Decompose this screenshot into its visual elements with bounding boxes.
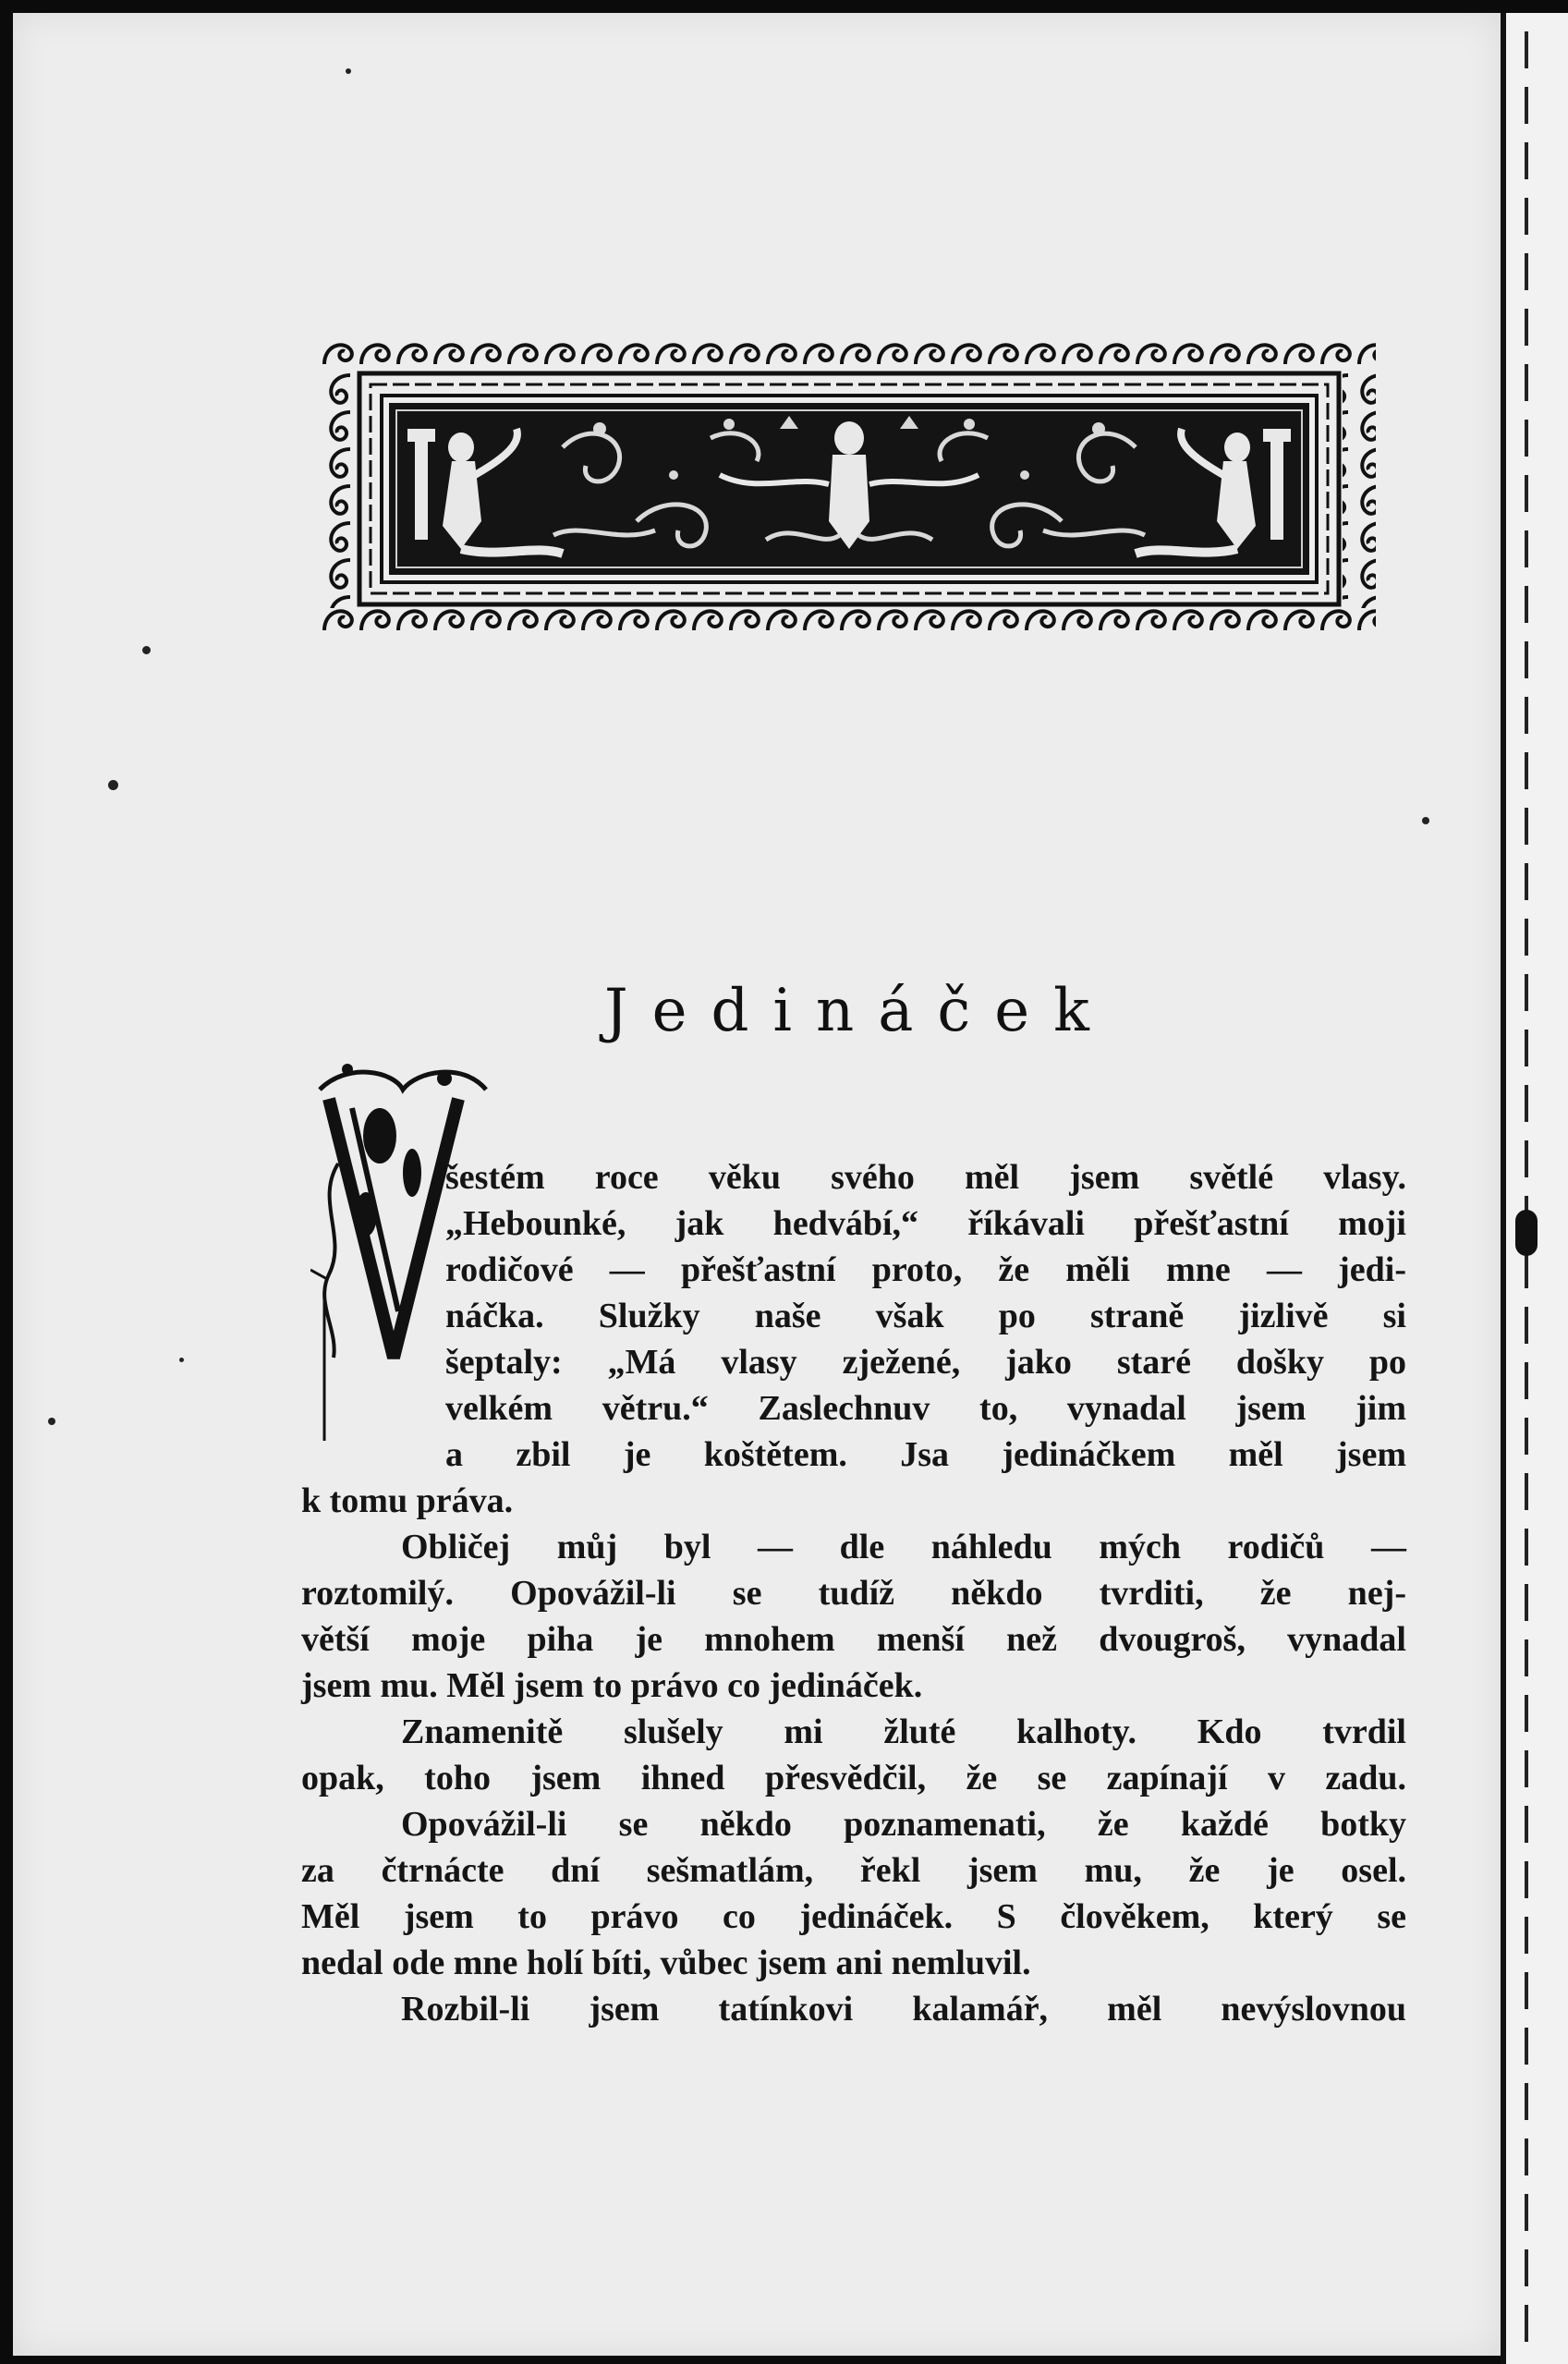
text-line: větší moje piha je mnohem menší než dvougroš, vynadal	[301, 1620, 1406, 1659]
text-line: Znamenitě slušely mi žluté kalhoty. Kdo tvrdil	[401, 1712, 1406, 1751]
page-fold-line	[1525, 31, 1528, 2342]
text-line: a zbil je koštětem. Jsa jedináčkem měl jsem	[445, 1435, 1406, 1474]
book-page	[13, 13, 1501, 2356]
page-tab	[1515, 1210, 1538, 1256]
text-line: náčka. Služky naše však po straně jizlivě si	[445, 1297, 1406, 1335]
text-line: za čtrnácte dní sešmatlám, řekl jsem mu, že je osel.	[301, 1851, 1406, 1890]
text-line: velkém větru.“ Zaslechnuv to, vynadal jsem jim	[445, 1389, 1406, 1428]
book-edge	[1501, 13, 1568, 2364]
text-line: „Hebounké, jak hedvábí,“ říkávali přešťastní moji	[445, 1204, 1406, 1243]
text-line: opak, toho jsem ihned přesvědčil, že se zapínají v zadu.	[301, 1759, 1406, 1797]
chapter-body	[13, 13, 1501, 2356]
text-line: šestém roce věku svého měl jsem světlé vlasy.	[445, 1158, 1406, 1197]
text-line: Měl jsem to právo co jedináček. S člověkem, který se	[301, 1897, 1406, 1936]
text-line: nedal ode mne holí bíti, vůbec jsem ani nemluvil.	[301, 1944, 1031, 1982]
text-line: Rozbil-li jsem tatínkovi kalamář, měl nevýslovnou	[401, 1990, 1406, 2029]
text-line: k tomu práva.	[301, 1481, 514, 1520]
text-line: roztomilý. Opovážil-li se tudíž někdo tvrditi, že nej-	[301, 1574, 1406, 1613]
text-line: šeptaly: „Má vlasy zježené, jako staré došky po	[445, 1343, 1406, 1382]
chapter-title: Jedináček	[604, 977, 1113, 1045]
text-line: rodičové — přešťastní proto, že měli mne — jedi-	[445, 1250, 1406, 1289]
text-line: jsem mu. Měl jsem to právo co jedináček.	[301, 1666, 923, 1705]
text-line: Obličej můj byl — dle náhledu mých rodičů —	[401, 1528, 1406, 1566]
text-line: Opovážil-li se někdo poznamenati, že každé botky	[401, 1805, 1406, 1844]
